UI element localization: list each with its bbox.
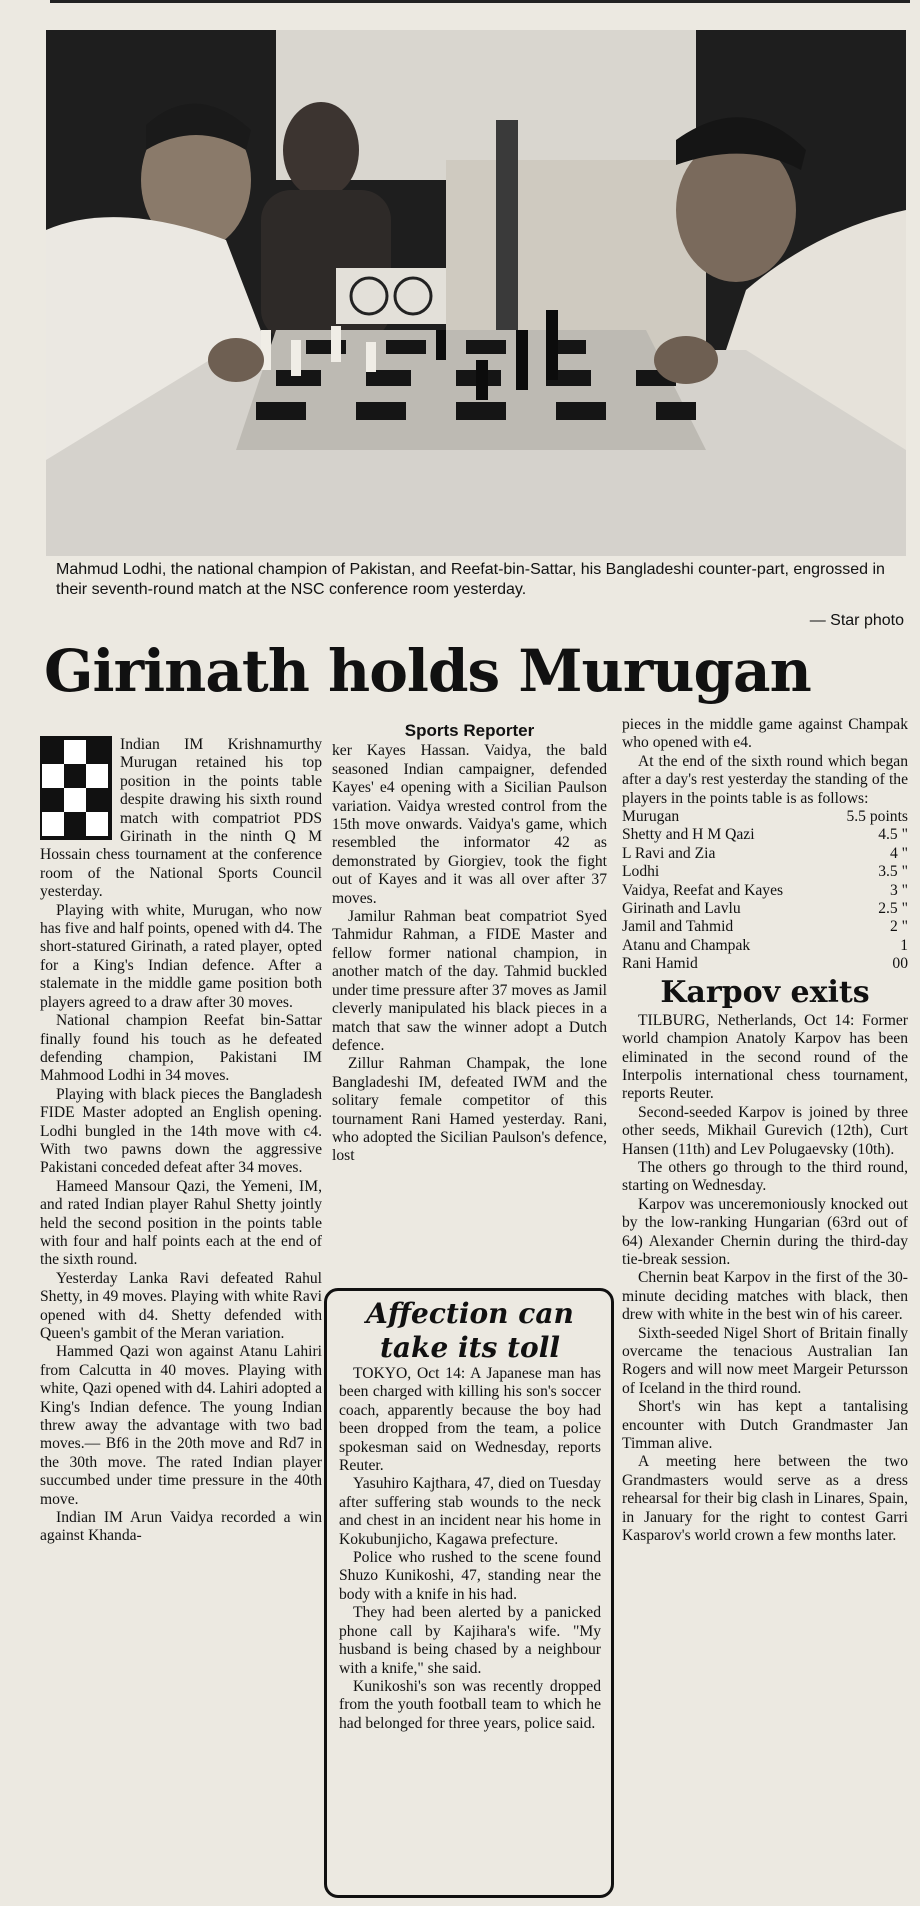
standings-row — [622, 882, 908, 900]
affection-paragraph: Kunikoshi's son was recently dropped from the youth football team to which he had belonged for three years, police said. — [339, 1677, 601, 1732]
standings-row — [622, 808, 908, 826]
affection-paragraph: Police who rushed to the scene found Shuzo Kunikoshi, 47, standing near the body with a knife in his had. — [339, 1549, 601, 1603]
article-paragraph: Indian IM Krishnamurthy Murugan retained his top position in the points table despite drawing his sixth round match with compatriot PDS Girinath in the ninth Q M Hossain chess tournament at the conference room of the National Sports Council yesterday. — [40, 736, 322, 901]
photo-caption: Mahmud Lodhi, the national champion of Pakistan, and Reefat-bin-Sattar, his Bangladeshi counter-part, engrossed in their seventh-round match at the NSC conference room yesterday. — [56, 561, 885, 598]
checkerboard-icon — [40, 736, 112, 840]
article-paragraph: At the end of the sixth round which began after a day's rest yesterday the standing of the players in the points table is as follows: — [622, 752, 908, 807]
article-paragraph: ker Kayes Hassan. Vaidya, the bald seasoned Indian campaigner, defended Kayes' e4 opening with a Sicilian Paulson variation. Vaidya wrested control from the 15th move onwards. Vaidya's game, which resembled the informator 42 as demonstrated by Giorgiev, took the fight out of Kayes and it was all over after 37 moves. — [332, 742, 607, 907]
standings-row — [622, 826, 908, 844]
headline: Girinath holds Murugan — [44, 637, 811, 705]
player-name: Jamil and Tahmid — [622, 918, 734, 936]
player-points: 3 " — [889, 881, 908, 899]
top-rule — [50, 0, 910, 3]
article-paragraph: Jamilur Rahman beat compatriot Syed Tahmidur Rahman, a FIDE Master and fellow former national champion, in another match of the day. Tahmid buckled under time pressure after 37 moves as Jamil cleverly manipulated his black pieces in a match that saw the winner adopt a Dutch defence. — [332, 908, 607, 1054]
photo-credit: — Star photo — [809, 612, 904, 629]
player-name: Girinath and Lavlu — [622, 900, 741, 918]
player-points: 5.5 points — [846, 808, 908, 826]
player-name: Murugan — [622, 808, 680, 826]
affection-body — [339, 1365, 601, 1733]
standings-row — [622, 900, 908, 918]
standings-row — [622, 937, 908, 955]
player-name: Atanu and Champak — [622, 936, 751, 954]
standings-row — [622, 918, 908, 936]
article-column-2 — [332, 722, 607, 1166]
karpov-paragraph: Karpov was unceremoniously knocked out by the low-ranking Hungarian (63rd out of 64) Alexander Chernin during the third-day tie-break session. — [622, 1195, 908, 1268]
article-column-1 — [40, 736, 322, 1546]
player-name: L Ravi and Zia — [622, 844, 716, 862]
player-points: 4.5 " — [878, 826, 908, 844]
karpov-paragraph: Second-seeded Karpov is joined by three other seeds, Mikhail Gurevich (12th), Curt Hansen (11th) and Lev Polugaevsky (10th). — [622, 1103, 908, 1158]
photo-illustration — [46, 30, 906, 556]
chess-match-photo — [46, 30, 906, 556]
standings-row — [622, 863, 908, 881]
player-points: 2 " — [889, 918, 908, 936]
article-paragraph: Playing with white, Murugan, who now has five and half points, opened with d4. The short-statured Girinath, a rated player, opted for a King's Indian defence. After a stalemate in the middle game position both players agreed to a draw after 30 moves. — [40, 901, 322, 1011]
chess-logo — [40, 736, 112, 840]
article-paragraph: Yesterday Lanka Ravi defeated Rahul Shetty, in 49 moves. Playing with white Ravi opened with d4. Shetty defended with Queen's gambit of the Meran variation. — [40, 1269, 322, 1342]
affection-headline-line2: take its toll — [379, 1331, 560, 1364]
affection-story-box — [324, 1288, 614, 1898]
karpov-paragraph: A meeting here between the two Grandmasters would serve as a dress rehearsal for their big clash in Linares, Spain, in January for the right to contest Garri Kasparov's world crown a few months later. — [622, 1453, 908, 1545]
karpov-paragraph: The others go through to the third round, starting on Wednesday. — [622, 1158, 908, 1195]
article-paragraph: pieces in the middle game against Champak who opened with e4. — [622, 716, 908, 752]
player-name: Shetty and H M Qazi — [622, 826, 755, 844]
article-paragraph: Hammed Qazi won against Atanu Lahiri from Calcutta in 40 moves. Playing with white, Qazi opened with d4. Lahiri adopted a King's Indian defence. The young Indian threw away the advantage with two bad moves.— Bf6 in the 20th move and Rd7 in the 30th move. The rated Indian player succumbed under time pressure in the 40th move. — [40, 1343, 322, 1508]
article-paragraph: Zillur Rahman Champak, the lone Bangladeshi IM, defeated IWM and the solitary female competitor of this tournament Rani Hamed yesterday. Rani, who adopted the Sicilian Paulson's defence, lost — [332, 1055, 607, 1165]
player-name: Lodhi — [622, 863, 660, 881]
article-paragraph: National champion Reefat bin-Sattar finally found his touch as he defeated defending champion, Pakistani IM Mahmood Lodhi in 34 moves. — [40, 1012, 322, 1085]
byline: Sports Reporter — [404, 721, 535, 740]
player-points: 2.5 " — [878, 900, 908, 918]
affection-paragraph: TOKYO, Oct 14: A Japanese man has been charged with killing his son's soccer coach, apparently because the boy had been dropped from the team, a police spokesman said on Wednesday, reports Reuter. — [339, 1365, 601, 1475]
player-points: 3.5 " — [878, 863, 908, 881]
karpov-headline: Karpov exits — [660, 974, 870, 1010]
points-table — [622, 808, 908, 974]
standings-row — [622, 955, 908, 973]
article-column-3 — [622, 716, 908, 1545]
standings-row — [622, 845, 908, 863]
affection-paragraph: They had been alerted by a panicked phone call by Kajihara's wife. "My husband is being chased by a neighbour with a knife," she said. — [339, 1604, 601, 1677]
article-paragraph: Hameed Mansour Qazi, the Yemeni, IM, and rated Indian player Rahul Shetty jointly held the second position in the points table with four and half points each at the end of the sixth round. — [40, 1177, 322, 1269]
player-name: Rani Hamid — [622, 955, 698, 973]
karpov-paragraph: Sixth-seeded Nigel Short of Britain finally overcame the tenacious Australian Ian Rogers and will now meet Margeir Petursson of Iceland in the third round. — [622, 1324, 908, 1397]
affection-paragraph: Yasuhiro Kajthara, 47, died on Tuesday after suffering stab wounds to the neck and chest in an incident near his home in Kokubunjicho, Kagawa prefecture. — [339, 1475, 601, 1548]
affection-headline-line1: Affection can — [366, 1297, 574, 1330]
player-points: 00 — [892, 955, 908, 973]
article-paragraph: Playing with black pieces the Bangladesh FIDE Master adopted an English opening. Lodhi bungled in the 14th move with c4. With two pawns down the aggressive Pakistani conceded defeat after 34 moves. — [40, 1085, 322, 1177]
article-paragraph: Indian IM Arun Vaidya recorded a win against Khanda- — [40, 1509, 322, 1545]
karpov-paragraph: Short's win has kept a tantalising encounter with Dutch Grandmaster Jan Timman alive. — [622, 1398, 908, 1453]
player-points: 4 " — [889, 844, 908, 862]
karpov-paragraph: Chernin beat Karpov in the first of the 30-minute deciding matches with black, then drew with white in the best win of his career. — [622, 1269, 908, 1324]
player-name: Vaidya, Reefat and Kayes — [622, 881, 784, 899]
player-points: 1 — [900, 936, 908, 954]
karpov-paragraph: TILBURG, Netherlands, Oct 14: Former world champion Anatoly Karpov has been eliminated in the second round of the Interpolis international chess tournament, reports Reuter. — [622, 1011, 908, 1103]
